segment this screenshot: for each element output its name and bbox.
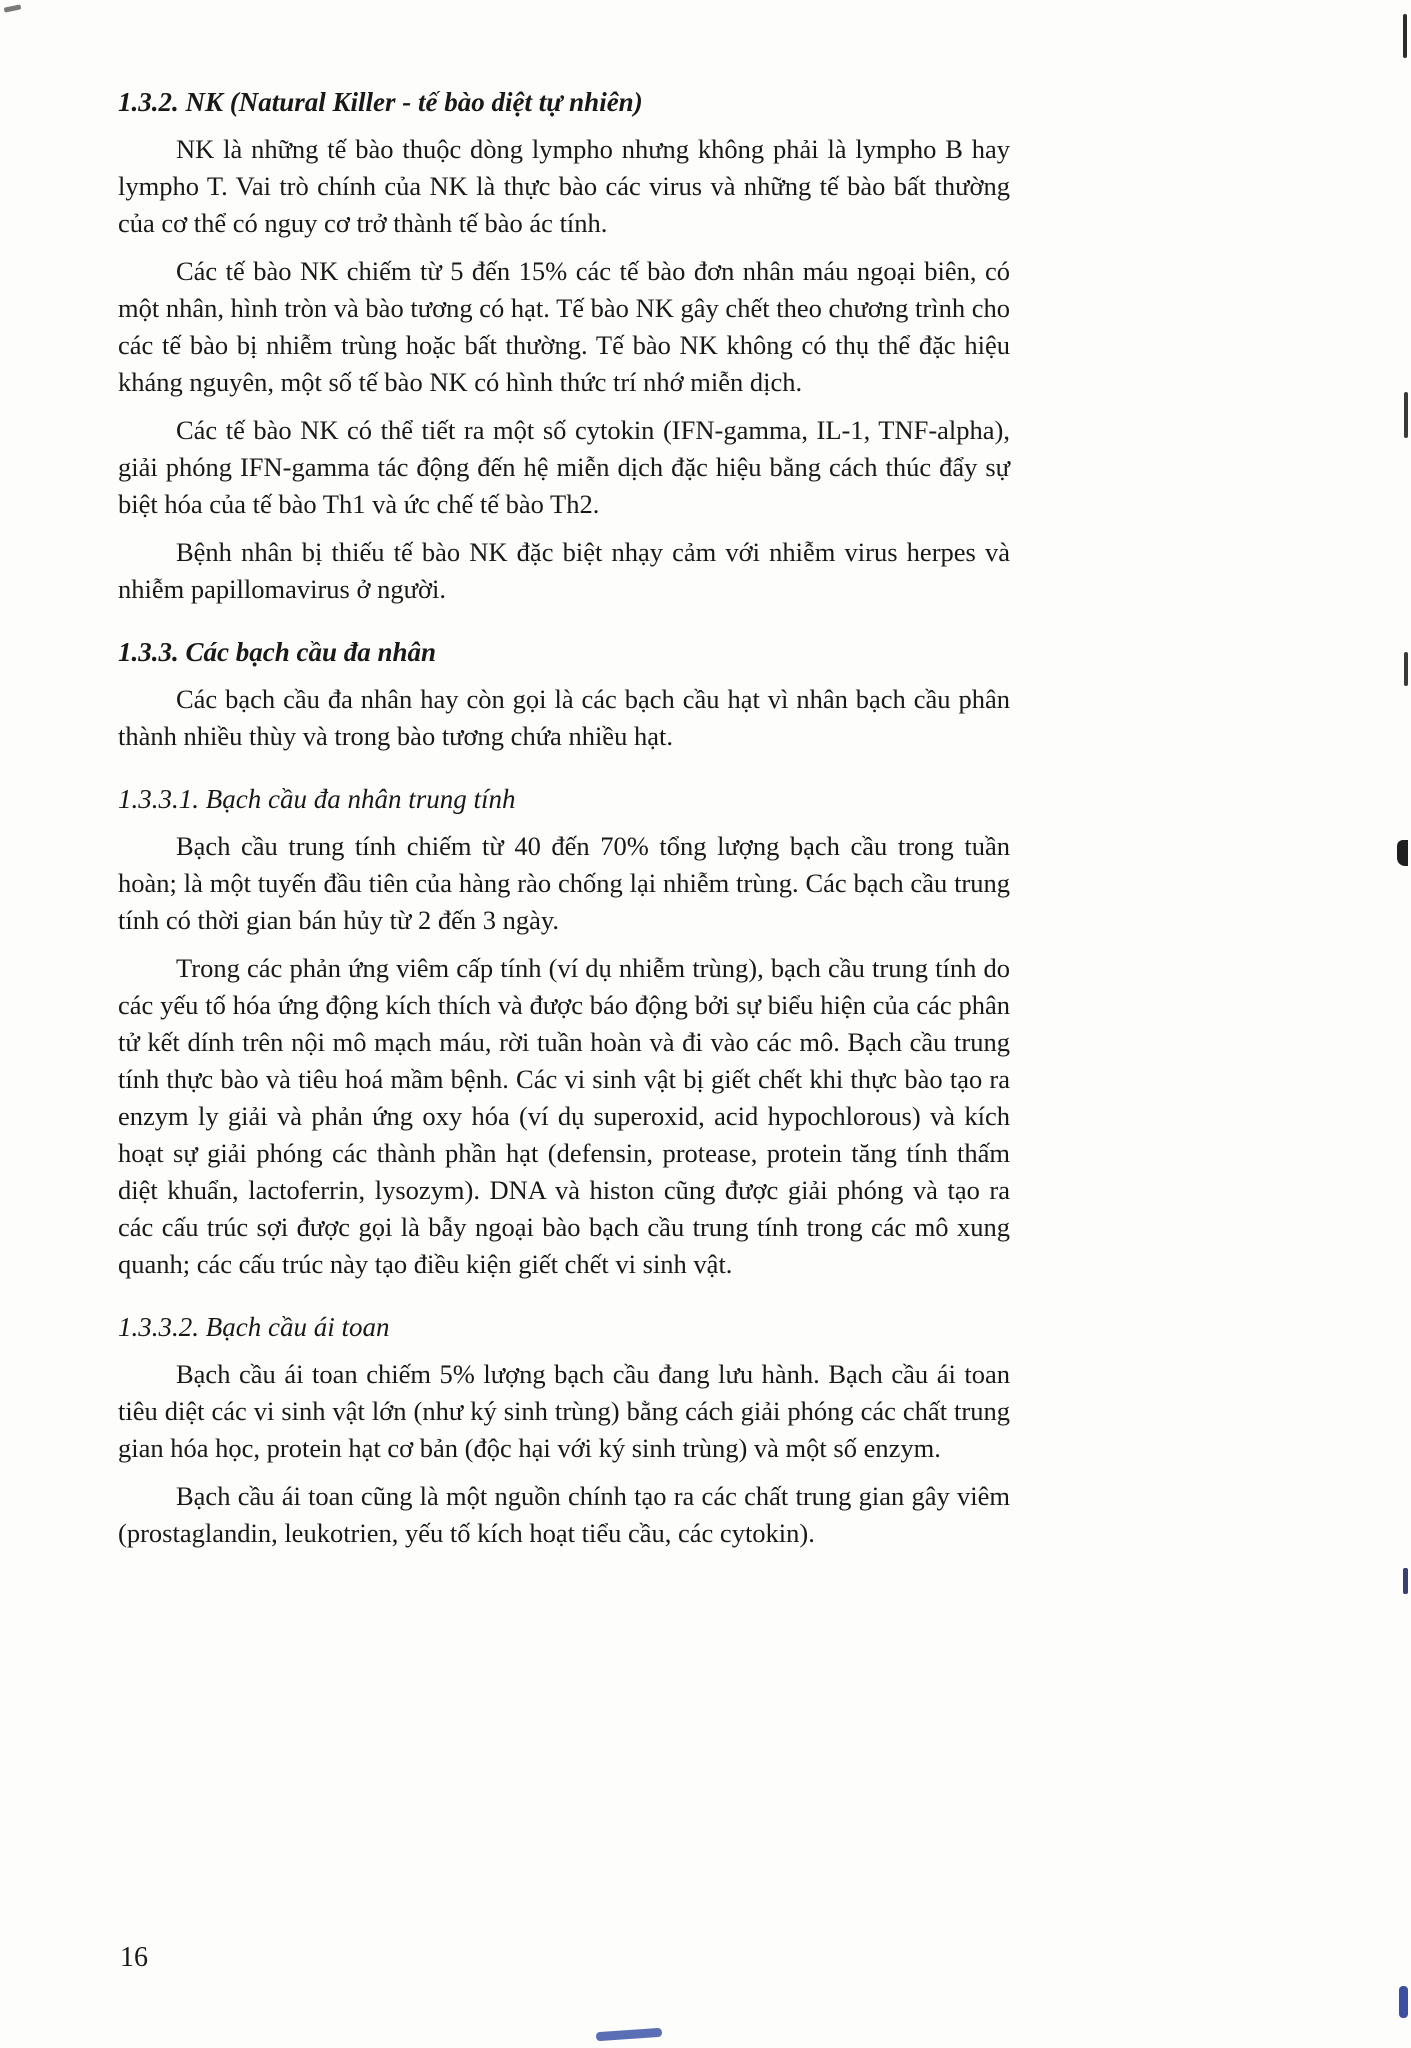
page-content <box>118 84 1010 1563</box>
paragraph-nk-cytokines: Các tế bào NK có thể tiết ra một số cytokin (IFN-gamma, IL-1, TNF-alpha), giải phóng IFN-gamma tác động đến hệ miễn dịch đặc hiệu bằng cách thúc đẩy sự biệt hóa của tế bào Th1 và ức chế tế bào Th2. <box>118 415 1010 519</box>
paragraph-neutrophil-function: Trong các phản ứng viêm cấp tính (ví dụ nhiễm trùng), bạch cầu trung tính do các yếu tố hóa ứng động kích thích và được báo động bởi sự biểu hiện của các phân tử kết dính trên nội mô mạch máu, rời tuần hoàn và đi vào các mô. Bạch cầu trung tính thực bào và tiêu hoá mầm bệnh. Các vi sinh vật bị giết chết khi thực bào tạo ra enzym ly giải và phản ứng oxy hóa (ví dụ superoxid, acid hypochlorous) và kích hoạt sự giải phóng các thành phần hạt (defensin, protease, protein tăng tính thấm diệt khuẩn, lactoferrin, lysozym). DNA và histon cũng được giải phóng và tạo ra các cấu trúc sợi được gọi là bẫy ngoại bào bạch cầu trung tính trong các mô xung quanh; các cấu trúc này tạo điều kiện giết chết vi sinh vật. <box>118 953 1010 1279</box>
page-number: 16 <box>120 1942 148 1973</box>
heading-1-3-3: 1.3.3. Các bạch cầu đa nhân <box>118 637 437 667</box>
scan-artifact-right-edge-4 <box>1397 840 1408 866</box>
paragraph-nk-deficiency: Bệnh nhân bị thiếu tế bào NK đặc biệt nhạy cảm với nhiễm virus herpes và nhiễm papillomavirus ở người. <box>118 537 1010 604</box>
paragraph-eosinophil-mediators: Bạch cầu ái toan cũng là một nguồn chính tạo ra các chất trung gian gây viêm (prostaglandin, leukotrien, yếu tố kích hoạt tiểu cầu, các cytokin). <box>118 1481 1010 1548</box>
heading-1-3-2: 1.3.2. NK (Natural Killer - tế bào diệt tự nhiên) <box>118 87 643 117</box>
paragraph-neutrophil-overview: Bạch cầu trung tính chiếm từ 40 đến 70% tổng lượng bạch cầu trong tuần hoàn; là một tuyến đầu tiên của hàng rào chống lại nhiễm trùng. Các bạch cầu trung tính có thời gian bán hủy từ 2 đến 3 ngày. <box>118 831 1010 935</box>
scan-artifact-top-left <box>4 4 22 12</box>
paragraph-eosinophil-overview: Bạch cầu ái toan chiếm 5% lượng bạch cầu đang lưu hành. Bạch cầu ái toan tiêu diệt các vi sinh vật lớn (như ký sinh trùng) bằng cách giải phóng các chất trung gian hóa học, protein hạt cơ bản (độc hại với ký sinh trùng) và một số enzym. <box>118 1359 1010 1463</box>
heading-1-3-3-1: 1.3.3.1. Bạch cầu đa nhân trung tính <box>118 784 516 814</box>
scan-artifact-right-edge-3 <box>1404 652 1408 686</box>
scan-artifact-right-edge-6 <box>1399 1986 1408 2018</box>
scan-artifact-bottom-blue-streak <box>596 2028 662 2042</box>
scan-artifact-right-edge-2 <box>1404 392 1408 438</box>
scan-artifact-right-edge-5 <box>1403 1568 1408 1594</box>
paragraph-nk-intro: NK là những tế bào thuộc dòng lympho nhưng không phải là lympho B hay lympho T. Vai trò chính của NK là thực bào các virus và những tế bào bất thường của cơ thể có nguy cơ trở thành tế bào ác tính. <box>118 134 1010 238</box>
heading-1-3-3-2: 1.3.3.2. Bạch cầu ái toan <box>118 1312 390 1342</box>
scan-artifact-right-edge-1 <box>1403 14 1407 58</box>
paragraph-nk-characteristics: Các tế bào NK chiếm từ 5 đến 15% các tế bào đơn nhân máu ngoại biên, có một nhân, hình tròn và bào tương có hạt. Tế bào NK gây chết theo chương trình cho các tế bào bị nhiễm trùng hoặc bất thường. Tế bào NK không có thụ thể đặc hiệu kháng nguyên, một số tế bào NK có hình thức trí nhớ miễn dịch. <box>118 256 1010 397</box>
paragraph-granulocytes-intro: Các bạch cầu đa nhân hay còn gọi là các bạch cầu hạt vì nhân bạch cầu phân thành nhiều thùy và trong bào tương chứa nhiều hạt. <box>118 684 1010 751</box>
